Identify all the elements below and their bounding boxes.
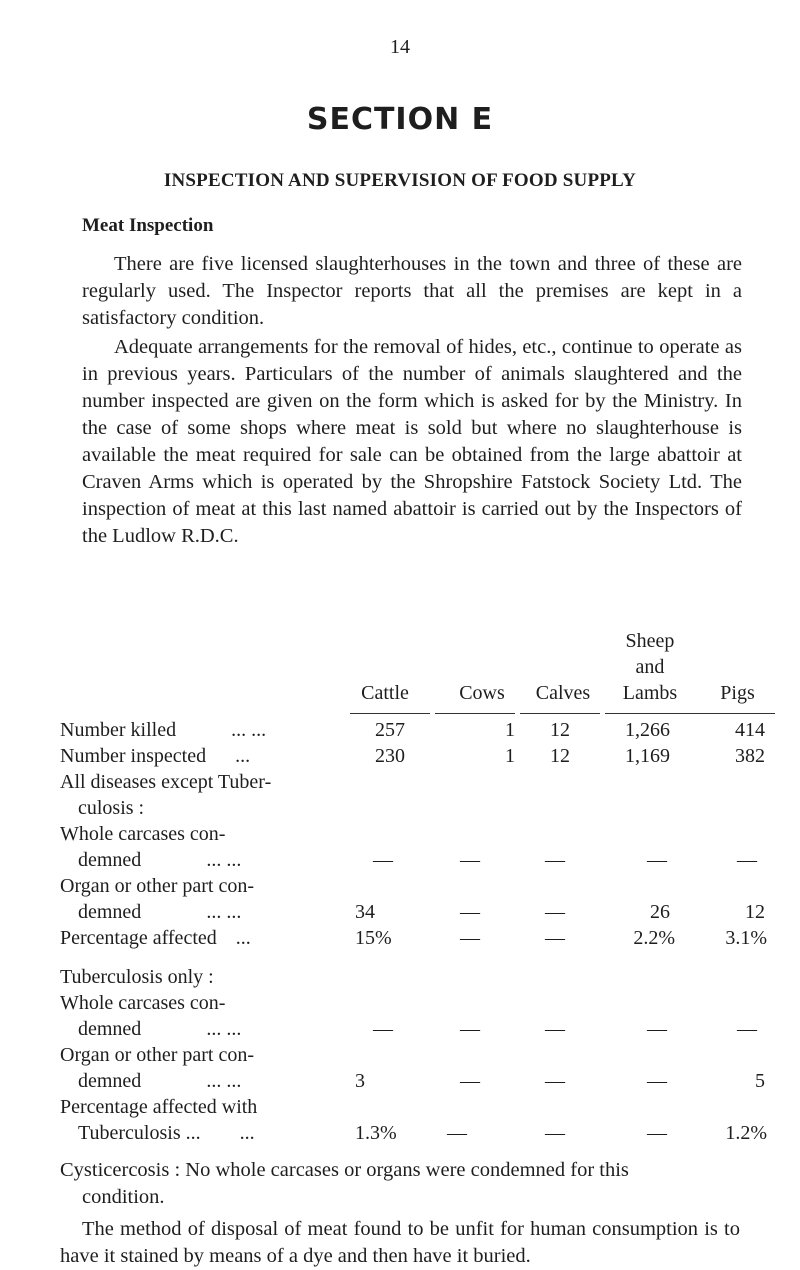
row-label-ad-whole-line2: demned ... ... [78,849,242,871]
page-title: INSPECTION AND SUPERVISION OF FOOD SUPPLY [163,170,637,191]
row-label-tb-whole-line2: demned ... ... [78,1018,242,1040]
row-label-ad-organ-line2: demned ... ... [78,901,242,923]
cell-tb-pct-calves: — [545,1122,565,1144]
subheading-meat-inspection: Meat Inspection [82,215,214,236]
cell-tb-pct-pigs: 1.2% [725,1122,767,1144]
cell-tb-whole-cows: — [460,1018,480,1040]
cell-tb-organ-pigs: 5 [755,1070,765,1092]
cell-ad-pct-sheep: 2.2% [633,927,675,949]
cell-inspected-cattle: 230 [375,745,405,767]
column-header-sheep-line2: and [635,656,665,678]
paragraph-cysticercosis [60,1157,740,1211]
cell-killed-cattle: 257 [375,719,405,741]
cell-ad-organ-sheep: 26 [650,901,670,923]
cysticercosis-line2: condition. [82,1186,165,1208]
header-rule-cattle [350,713,430,714]
cell-ad-pct-cows: — [460,927,480,949]
row-label-tb-organ-line1: Organ or other part con- [60,1044,255,1066]
cell-ad-whole-cows: — [460,849,480,871]
cell-tb-pct-cows: — [447,1122,467,1144]
cell-ad-whole-pigs: — [737,849,757,871]
cell-tb-pct-sheep: — [647,1122,667,1144]
cell-tb-organ-cattle: 3 [355,1070,365,1092]
row-label-tuberculosis: Tuberculosis only : [60,966,214,988]
header-rule-pigs [700,713,775,714]
cysticercosis-line1: Cysticercosis : No whole carcases or organs were condemned for this [60,1159,629,1181]
cell-ad-pct-pigs: 3.1% [725,927,767,949]
column-header-sheep-line3: Lambs [622,682,678,704]
cell-ad-whole-calves: — [545,849,565,871]
column-header-calves: Calves [535,682,591,704]
cell-ad-organ-cows: — [460,901,480,923]
paragraph-disposal: The method of disposal of meat found to be unfit for human consumption is to have it stained by means of a dye and then have it buried. [60,1218,740,1267]
paragraph-slaughterhouses: There are five licensed slaughterhouses in the town and three of these are regularly used. The Inspector reports that all the premises are kept in a satisfactory condition. [82,253,742,329]
row-label-number-killed: Number killed ... ... [60,719,267,741]
column-header-sheep-line1: Sheep [625,630,675,652]
cell-ad-organ-calves: — [545,901,565,923]
row-label-ad-organ-line1: Organ or other part con- [60,875,255,897]
cell-killed-calves: 12 [550,719,570,741]
cell-inspected-sheep: 1,169 [625,745,670,767]
column-header-cattle: Cattle [361,682,409,704]
cell-ad-organ-cattle: 34 [355,901,375,923]
cell-inspected-pigs: 382 [735,745,765,767]
cell-killed-cows: 1 [505,719,515,741]
cell-ad-whole-sheep: — [647,849,667,871]
cell-tb-whole-sheep: — [647,1018,667,1040]
row-label-ad-percentage: Percentage affected ... [60,927,251,949]
cell-tb-organ-calves: — [545,1070,565,1092]
row-label-tb-pct-line1: Percentage affected with [60,1096,258,1118]
cell-tb-whole-pigs: — [737,1018,757,1040]
column-header-pigs: Pigs [720,682,755,704]
cell-tb-pct-cattle: 1.3% [355,1122,397,1144]
cell-tb-whole-cattle: — [373,1018,393,1040]
cell-tb-organ-cows: — [460,1070,480,1092]
row-label-all-diseases-line2: culosis : [78,797,145,819]
section-heading: SECTION E [306,102,494,137]
cell-killed-pigs: 414 [735,719,765,741]
cell-ad-pct-cattle: 15% [355,927,392,949]
row-label-all-diseases-line1: All diseases except Tuber- [60,771,272,793]
cell-inspected-calves: 12 [550,745,570,767]
cell-killed-sheep: 1,266 [625,719,670,741]
header-rule-sheep [605,713,700,714]
header-rule-cows [435,713,515,714]
cell-tb-whole-calves: — [545,1018,565,1040]
column-header-cows: Cows [459,682,505,704]
cell-ad-whole-cattle: — [373,849,393,871]
row-label-number-inspected: Number inspected ... [60,745,251,767]
cell-ad-organ-pigs: 12 [745,901,765,923]
row-label-tb-pct-line2: Tuberculosis ... ... [78,1122,255,1144]
cell-inspected-cows: 1 [505,745,515,767]
paragraph-arrangements: Adequate arrangements for the removal of hides, etc., continue to operate as in previous years. Particulars of the number of animals slaughtered and the number inspected are given on the form which is asked for by the Ministry. In the case of some shops where meat is sold but where no slaughterhouse is available the meat required for sale can be obtained from the large abattoir at Craven Arms which is operated by the Shropshire Fatstock Society Ltd. The inspection of meat at this last named abattoir is carried out by the Inspectors of the Ludlow R.D.C. [82,336,742,547]
row-label-ad-whole-line1: Whole carcases con- [60,823,226,845]
row-label-tb-organ-line2: demned ... ... [78,1070,242,1092]
header-rule-calves [520,713,600,714]
page-number: 14 [390,36,410,58]
row-label-tb-whole-line1: Whole carcases con- [60,992,226,1014]
cell-tb-organ-sheep: — [647,1070,667,1092]
cell-ad-pct-calves: — [545,927,565,949]
